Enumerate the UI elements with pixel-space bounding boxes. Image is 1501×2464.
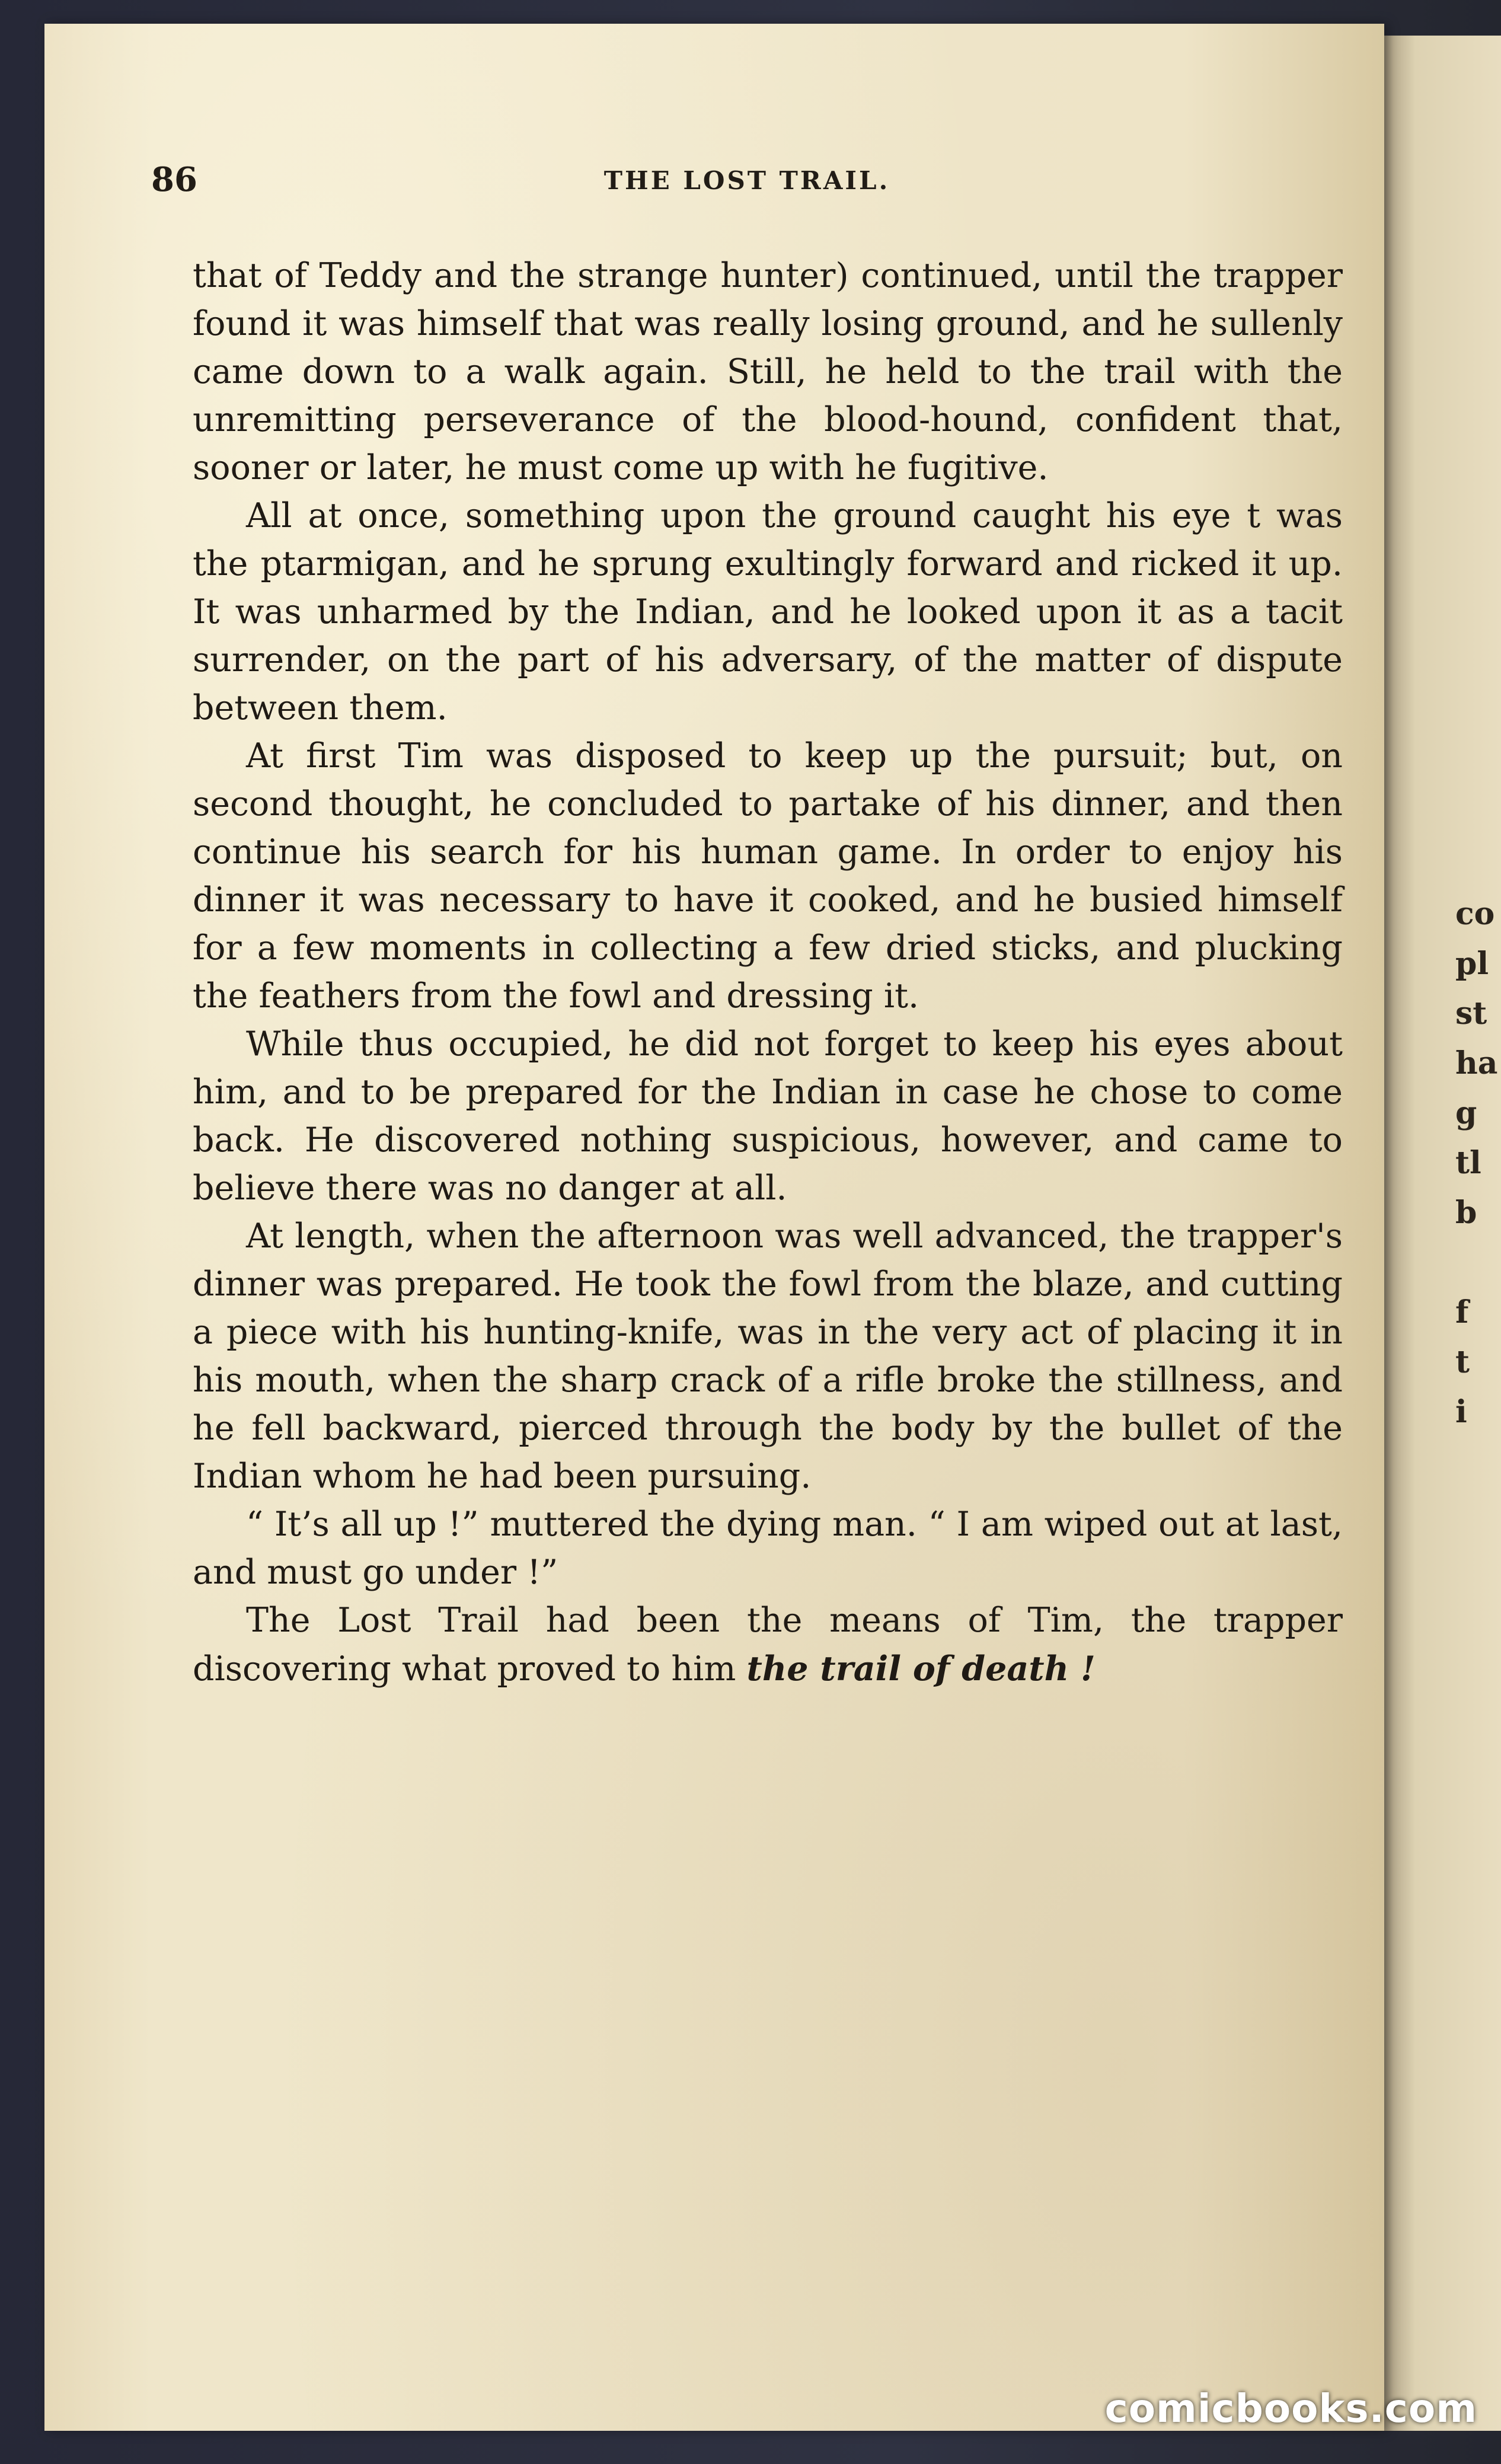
next-page-fragment: ha xyxy=(1455,1045,1498,1081)
running-head: THE LOST TRAIL. xyxy=(603,166,890,195)
next-page-fragment: tl xyxy=(1455,1145,1481,1181)
paragraph: At length, when the afternoon was well advanced, the trapper's dinner was prepared. He took the fowl from the blaze, and cutting a piece with his hunting-knife, was in the very act of placing it in his mouth, when the sharp crack of a rifle broke the stillness, and he fell backward, pierced through the body by the bullet of the Indian whom he had been pursuing. xyxy=(193,1217,1343,1496)
page-number: 86 xyxy=(151,160,197,199)
paragraph: All at once, something upon the ground caught his eye t was the ptarmigan, and he sprung exultingly forward and ricked it up. It was unharmed by the Indian, and he looked upon it as a tacit surrender, on the part of his adversary, of the matter of dispute between them. xyxy=(193,496,1343,727)
next-page-fragment: st xyxy=(1455,995,1487,1032)
next-page-edge xyxy=(1369,36,1501,2431)
next-page-fragment: pl xyxy=(1455,946,1489,982)
page-header xyxy=(151,160,1343,213)
next-page-fragment: i xyxy=(1455,1394,1467,1430)
body-text xyxy=(193,252,1343,1693)
paragraph: While thus occupied, he did not forget to keep his eyes about him, and to be prepared for the Indian in case he chose to come back. He discovered nothing suspicious, however, and came to believe there was no danger at all. xyxy=(193,1024,1343,1208)
next-page-fragment: b xyxy=(1455,1195,1477,1231)
closing-text: The Lost Trail had been the means of Tim, the trapper discovering what proved to him xyxy=(193,1601,1343,1689)
next-page-fragment: g xyxy=(1455,1095,1477,1131)
next-page-fragments xyxy=(1455,889,1501,1437)
closing-paragraph xyxy=(193,1597,1343,1693)
watermark-logo: comicbooks.com xyxy=(1104,2386,1477,2431)
closing-emphasis: the trail of death ! xyxy=(746,1649,1096,1689)
paragraph: “ It’s all up !” muttered the dying man. “ I am wiped out at last, and must go under !” xyxy=(193,1505,1343,1592)
next-page-fragment: co xyxy=(1455,896,1495,932)
paragraph: that of Teddy and the strange hunter) continued, until the trapper found it was himself that was really losing ground, and he sullenly came down to a walk again. Still, he held to the trail with the unremitting perseverance of the blood-hound, confident that, sooner or later, he must come up with he fugitive. xyxy=(193,256,1343,487)
paragraph: At first Tim was disposed to keep up the pursuit; but, on second thought, he concluded to partake of his dinner, and then continue his search for his human game. In order to enjoy his dinner it was necessary to have it cooked, and he busied himself for a few moments in collecting a few dried sticks, and plucking the feathers from the fowl and dressing it. xyxy=(193,736,1343,1016)
next-page-fragment: t xyxy=(1455,1344,1470,1380)
next-page-fragment: f xyxy=(1455,1294,1469,1330)
